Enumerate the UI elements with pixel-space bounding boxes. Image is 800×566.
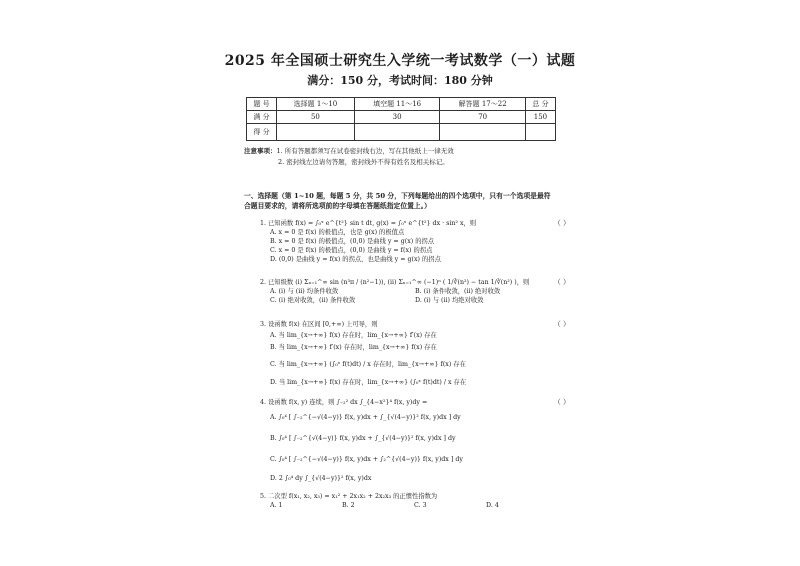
question-4-option-d: D. 2 ∫₀⁴ dy ∫_{√(4−y)}² f(x, y)dx — [270, 475, 372, 482]
section-heading-text: 一、选择题（第 1~10 题，每题 5 分，共 50 分，下列每题给出的四个选项中，只有一个选项是最符合题目要求的，请将所选项前的字母填在答题纸指定位置上。） — [244, 192, 551, 210]
answer-paren: （ ） — [553, 278, 570, 286]
score-cell: 150 — [525, 111, 555, 124]
question-4-option-b: B. ∫₀⁴ [ ∫₋₂^{√(4−y)} f(x, y)dx + ∫_{√(4−y)}² f(x, y)dx ] dy — [270, 435, 456, 442]
question-3-option-d: D. 当 lim_{x→+∞} f(x) 存在时，lim_{x→+∞} (∫₀ˣ f(t)dt) / x 存在 — [270, 379, 467, 386]
score-cell — [440, 124, 526, 141]
question-4-stem: 4. 设函数 f(x, y) 连续，则 ∫₋₂² dx ∫_{4−x²}⁴ f(x, y)dy = — [260, 399, 428, 406]
question-4-option-c: C. ∫₀⁴ [ ∫₋₂^{−√(4−y)} f(x, y)dx + ∫₂^{√(4−y)} f(x, y)dx ] dy — [270, 456, 463, 463]
question-5 — [260, 492, 560, 510]
question-4 — [260, 398, 570, 483]
question-3-stem: 3. 设函数 f(x) 在区间 [0,+∞) 上可导，则 — [260, 321, 378, 328]
question-1 — [260, 219, 570, 264]
question-5-stem: 5. 二次型 f(x₁, x₂, x₃) = x₁² + 2x₁x₂ + 2x₂x₃ 的正惯性指数为 — [260, 493, 438, 500]
question-2-option-c: C. (i) 绝对收敛，(ii) 条件收敛 — [270, 297, 356, 304]
score-header-cell: 解答题 17～22 — [440, 98, 526, 111]
exam-subtitle: 满分：150 分，考试时间：180 分钟 — [307, 74, 493, 87]
question-2-options-row-1 — [260, 287, 560, 296]
question-2-stem: 2. 已知级数 (i) Σₙ₌₁^∞ sin (n³π / (n²−1)), (ii) Σₙ₌₁^∞ (−1)ⁿ ( 1/∛(n²) − tan 1/∛(n²) )，则 — [260, 279, 530, 286]
exam-title: 2025 年全国硕士研究生入学统一考试数学（一）试题 — [224, 53, 576, 69]
question-5-option-b: B. 2 — [342, 502, 355, 509]
question-5-option-a: A. 1 — [270, 502, 283, 509]
notes-line-1: 1. 所有答题都须写在试卷密封线右边，写在其他纸上一律无效 — [276, 147, 454, 155]
question-3-option-a: A. 当 lim_{x→+∞} f(x) 存在时，lim_{x→+∞} f′(x) 存在 — [270, 332, 437, 339]
question-1-option-b: B. x = 0 是 f(x) 的极值点，(0,0) 是曲线 y = g(x) 的拐点 — [270, 238, 435, 245]
question-2-option-a: A. (i) 与 (ii) 均条件收敛 — [270, 288, 339, 295]
question-5-option-d: D. 4 — [486, 502, 499, 509]
score-table — [246, 97, 556, 141]
score-cell: 70 — [440, 111, 526, 124]
answer-paren: （ ） — [553, 320, 570, 328]
question-4-option-a: A. ∫₀⁴ [ ∫₋₂^{−√(4−y)} f(x, y)dx + ∫_{√(4−y)}² f(x, y)dx ] dy — [270, 414, 461, 421]
question-2-options-row-2 — [260, 296, 560, 305]
question-3-option-c: C. 当 lim_{x→+∞} (∫₀ˣ f(t)dt) / x 存在时，lim_{x→+∞} f(x) 存在 — [270, 361, 466, 368]
score-cell: 满 分 — [247, 111, 277, 124]
score-cell: 30 — [354, 111, 440, 124]
score-cell: 得 分 — [247, 124, 277, 141]
score-cell: 50 — [277, 111, 355, 124]
score-cell — [277, 124, 355, 141]
notes-label: 注意事项： — [244, 147, 277, 155]
question-3-option-b: B. 当 lim_{x→+∞} f′(x) 存在时，lim_{x→+∞} f(x) 存在 — [270, 344, 437, 351]
notes-line-2: 2. 密封线左边请勿答题，密封线外不得有姓名及相关标记。 — [278, 158, 449, 166]
section-heading — [244, 191, 554, 211]
answer-paren: （ ） — [553, 398, 570, 406]
question-2-option-d: D. (i) 与 (ii) 均绝对收敛 — [415, 297, 484, 304]
notes-block — [244, 146, 564, 168]
question-1-option-a: A. x = 0 是 f(x) 的极值点，也是 g(x) 的极值点 — [270, 229, 405, 236]
score-table-full-row — [247, 111, 556, 124]
question-5-options-row — [260, 501, 560, 510]
score-table-header-row — [247, 98, 556, 111]
question-2-option-b: B. (i) 条件收敛，(ii) 绝对收敛 — [415, 288, 501, 295]
score-header-cell: 选择题 1～10 — [277, 98, 355, 111]
score-header-cell: 总 分 — [525, 98, 555, 111]
exam-paper — [200, 0, 600, 566]
score-cell — [525, 124, 555, 141]
question-5-option-c: C. 3 — [414, 502, 427, 509]
score-header-cell: 题 号 — [247, 98, 277, 111]
question-1-stem: 1. 已知函数 f(x) = ∫₀ˣ e^{t²} sin t dt, g(x) = ∫₀ˣ e^{t²} dx · sin² x，则 — [260, 220, 477, 227]
score-cell — [354, 124, 440, 141]
question-2 — [260, 278, 570, 305]
score-table-got-row — [247, 124, 556, 141]
answer-paren: （ ） — [553, 219, 570, 227]
question-1-option-d: D. (0,0) 是曲线 y = f(x) 的拐点，也是曲线 y = g(x) 的拐点 — [270, 256, 441, 263]
question-1-option-c: C. x = 0 是 f(x) 的极值点，(0,0) 是曲线 y = f(x) 的拐点 — [270, 247, 433, 254]
question-3 — [260, 320, 570, 387]
score-header-cell: 填空题 11～16 — [354, 98, 440, 111]
